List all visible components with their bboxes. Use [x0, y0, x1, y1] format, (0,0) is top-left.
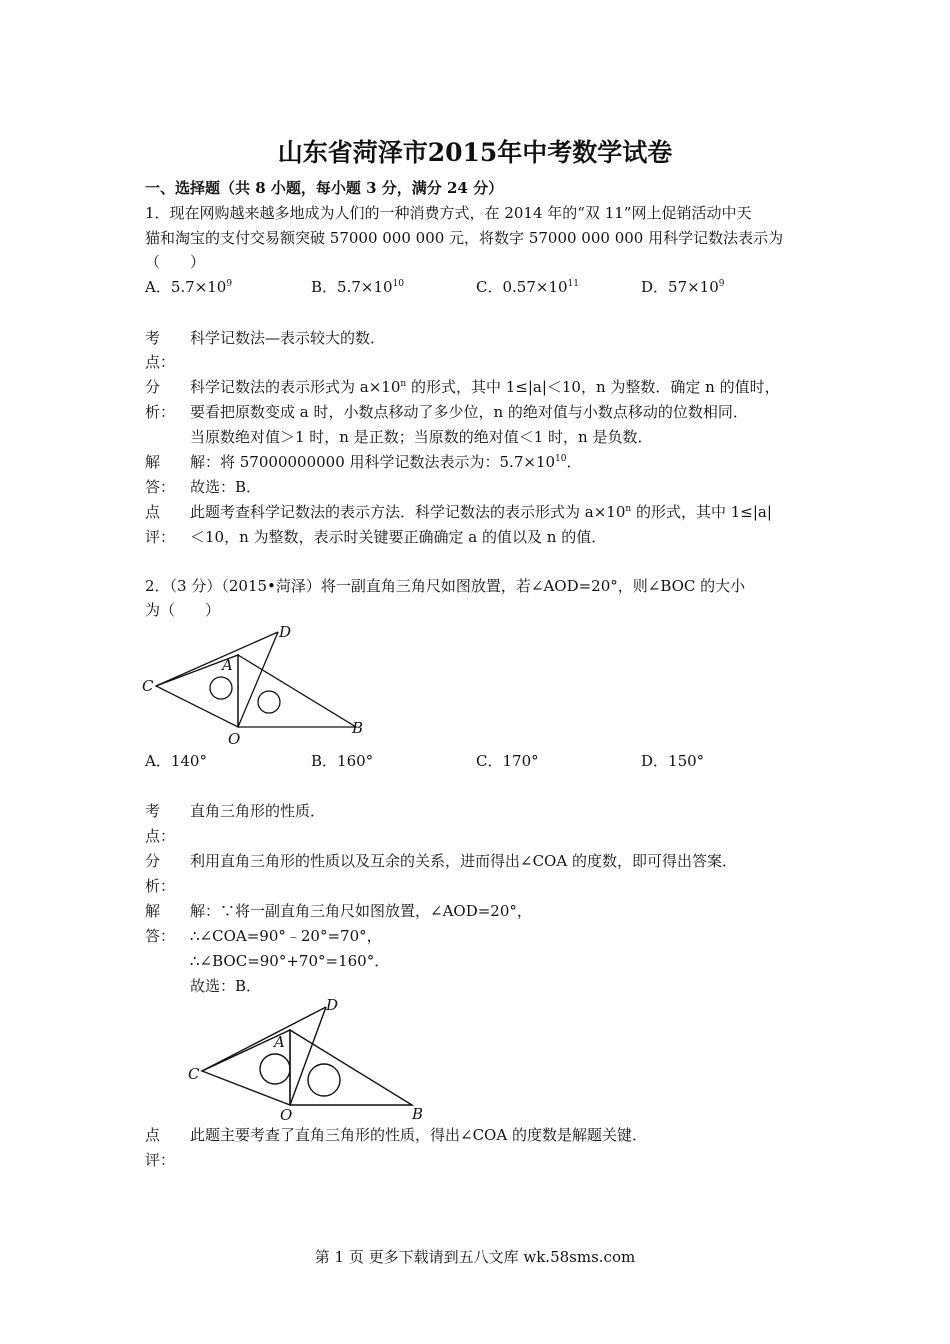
q1-stem-line-2: 猫和淘宝的支付交易额突破 57000 000 000 元，将数字 57000 000 000 用科学记数法表示为 [145, 229, 784, 247]
q2-kaodian-text: 直角三角形的性质． [190, 802, 326, 820]
label-b: B [352, 719, 364, 737]
q1-dianping-line-1: 此题考查科学记数法的表示方法．科学记数法的表示形式为 $a\times 10^n$ 的形式，其中 1≤|a| [190, 503, 772, 521]
q1-option-b[interactable]: B．$5.7\times 10^{10}$ [311, 278, 404, 296]
q2-jieda-label-2: 答： [145, 927, 176, 945]
q2-fenxi-label-2: 析： [145, 877, 176, 895]
q1-fenxi-line-3: 当原数绝对值＞1 时，n 是正数；当原数的绝对值＜1 时，n 是负数． [190, 428, 653, 446]
q1-jieda-label-2: 答： [145, 478, 176, 496]
q2-fenxi-line-1: 利用直角三角形的性质以及互余的关系，进而得出∠COA 的度数，即可得出答案． [190, 852, 737, 870]
q1-option-a[interactable]: A．$5.7\times 10^9$ [145, 278, 233, 296]
label-c: C [142, 677, 154, 695]
q1-kaodian-label-1: 考 [145, 329, 161, 347]
q1-dianping-label-1: 点 [145, 503, 161, 521]
segment-cd-2 [202, 1007, 326, 1071]
q2-dianping-label-2: 评： [145, 1151, 176, 1169]
q2-dianping-label-1: 点 [145, 1126, 161, 1144]
hole-circle-left-2 [260, 1054, 290, 1084]
q1-jieda-line-1: 解：将 57000000000 用科学记数法表示为：$5.7\times 10^{10}$． [190, 453, 582, 471]
q2-stem-line-2: 为（ ） [145, 601, 221, 619]
q2-option-a[interactable]: A．140° [145, 752, 207, 770]
q1-kaodian-text: 科学记数法—表示较大的数． [190, 329, 386, 347]
q2-option-b[interactable]: B．160° [311, 752, 374, 770]
q1-option-d[interactable]: D．$57\times 10^9$ [641, 278, 725, 296]
q2-jieda-line-2: ∴∠COA=90°﹣20°=70°， [190, 927, 382, 945]
label-d-2: D [326, 996, 339, 1014]
q2-option-d[interactable]: D．150° [641, 752, 705, 770]
q1-fenxi-line-1: 科学记数法的表示形式为 $a\times 10^n$ 的形式，其中 1≤|a|＜10，n 为整数．确定 n 的值时， [190, 378, 780, 396]
page-title: 山东省菏泽市2015年中考数学试卷 [277, 138, 673, 167]
triangle-aob [238, 655, 356, 727]
label-d: D [279, 623, 292, 641]
q1-fenxi-label-2: 析： [145, 403, 176, 421]
q1-kaodian-label-2: 点： [145, 353, 176, 371]
label-o: O [228, 730, 241, 748]
section-heading: 一、选择题（共 8 小题，每小题 3 分，满分 24 分） [145, 179, 504, 197]
hole-circle-right [258, 691, 280, 713]
q2-dianping-line-1: 此题主要考查了直角三角形的性质，得出∠COA 的度数是解题关键． [190, 1126, 647, 1144]
q1-stem-line-3: （ ） [145, 253, 206, 271]
hole-circle-left [210, 677, 232, 699]
triangle-figure-2 [184, 995, 434, 1125]
q1-fenxi-line-2: 要看把原数变成 a 时，小数点移动了多少位，n 的绝对值与小数点移动的位数相同． [190, 403, 748, 421]
triangle-figure-1 [138, 622, 378, 750]
q2-jieda-line-4: 故选：B． [190, 977, 262, 995]
q1-dianping-line-2: ＜10，n 为整数，表示时关键要正确确定 a 的值以及 n 的值． [190, 528, 607, 546]
triangle-aob-2 [290, 1030, 412, 1105]
page-footer: 第 1 页 更多下载请到五八文库 wk.58sms.com [314, 1248, 636, 1266]
q2-jieda-line-1: 解：∵将一副直角三角尺如图放置，∠AOD=20°， [190, 902, 532, 920]
q1-dianping-label-2: 评： [145, 528, 176, 546]
segment-od-2 [290, 1007, 326, 1105]
q2-jieda-label-1: 解 [145, 902, 161, 920]
q1-stem-line-1: 1．现在网购越来越多地成为人们的一种消费方式，在 2014 年的“双 11”网上促销活动中天 [145, 204, 752, 222]
q2-stem-line-1: 2．（3 分）（2015•菏泽）将一副直角三角尺如图放置，若∠AOD=20°，则∠BOC 的大小 [145, 577, 746, 595]
q2-kaodian-label-2: 点： [145, 827, 176, 845]
q1-fenxi-label-1: 分 [145, 378, 161, 396]
q2-kaodian-label-1: 考 [145, 802, 161, 820]
label-b-2: B [412, 1105, 424, 1123]
q1-jieda-label-1: 解 [145, 453, 161, 471]
label-a-2: A [274, 1033, 285, 1051]
q2-fenxi-label-1: 分 [145, 852, 161, 870]
q2-jieda-line-3: ∴∠BOC=90°+70°=160°． [190, 952, 390, 970]
q1-jieda-line-2: 故选：B． [190, 478, 262, 496]
label-o-2: O [280, 1106, 293, 1124]
label-a: A [222, 656, 233, 674]
hole-circle-right-2 [308, 1064, 340, 1096]
q2-option-c[interactable]: C．170° [476, 752, 539, 770]
q1-option-c[interactable]: C．$0.57\times 10^{11}$ [476, 278, 579, 296]
label-c-2: C [188, 1065, 200, 1083]
